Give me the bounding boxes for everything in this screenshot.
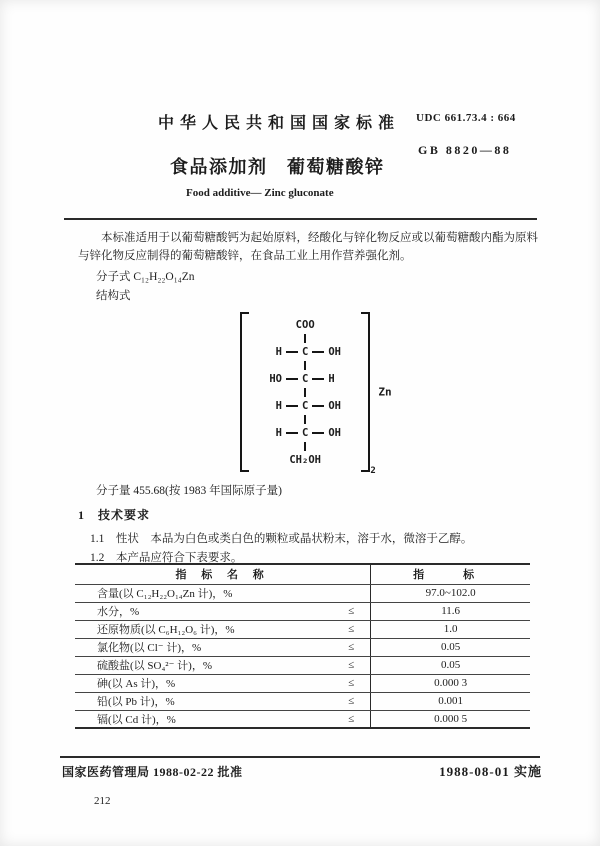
document-title-english: Food additive— Zinc gluconate	[186, 187, 334, 199]
chem-atom: H	[275, 399, 282, 412]
right-bracket	[361, 312, 376, 476]
molecular-weight: 分子量 455.68(按 1983 年国际原子量)	[96, 485, 282, 497]
udc-code: UDC 661.73.4 : 664	[416, 112, 516, 124]
document-title-chinese: 食品添加剂 葡萄糖酸锌	[170, 157, 385, 177]
indicator-value: 11.6	[371, 602, 530, 620]
table-row	[75, 656, 530, 674]
chem-atom: H	[275, 345, 282, 358]
approval-statement: 国家医药管理局 1988-02-22 批准	[62, 765, 243, 779]
chem-row	[258, 426, 352, 439]
bond-icon	[286, 378, 298, 380]
scope-paragraph: 本标准适用于以葡萄糖酸钙为起始原料，经酸化与锌化物反应或以葡萄糖酸内酯为原料与锌化物反应制得的葡萄糖酸锌，在食品工业上用作营养强化剂。	[78, 232, 538, 262]
bond-icon	[304, 388, 306, 397]
indicator-value: 1.0	[371, 620, 530, 638]
indicator-value: 0.001	[371, 692, 530, 710]
bond-icon	[286, 405, 298, 407]
chem-atom: OH	[328, 399, 341, 412]
chem-atom: C	[302, 426, 309, 439]
indicator-value: 97.0~102.0	[371, 584, 530, 602]
bond-icon	[286, 432, 298, 434]
footer-divider	[60, 756, 540, 758]
indicator-name: 镉(以 Cd 计)，%	[97, 713, 176, 726]
chem-row	[258, 345, 352, 358]
chem-group-ch2oh: CH₂OH	[289, 453, 321, 466]
indicator-name: 氯化物(以 Cl⁻ 计)，%	[97, 642, 202, 654]
chem-row	[258, 399, 352, 412]
chem-atom: HO	[269, 372, 282, 385]
standard-number: GB 8820—88	[418, 143, 512, 157]
indicator-name: 砷(以 As 计)，%	[97, 678, 176, 690]
bond-icon	[304, 442, 306, 451]
chem-atom: OH	[328, 345, 341, 358]
chem-atom: C	[302, 372, 309, 385]
table-row	[75, 584, 530, 602]
zinc-symbol: Zn	[378, 385, 392, 399]
bond-icon	[304, 334, 306, 343]
bond-icon	[286, 351, 298, 353]
indicator-value: 0.000 3	[371, 674, 530, 692]
implementation-date: 1988-08-01 实施	[439, 764, 542, 779]
limit-symbol: ≤	[348, 712, 355, 725]
table-row	[75, 638, 530, 656]
bond-icon	[312, 351, 324, 353]
limit-symbol: ≤	[348, 623, 355, 635]
table-row	[75, 710, 530, 728]
left-bracket	[240, 312, 249, 472]
indicator-name: 铅(以 Pb 计)，%	[97, 696, 175, 708]
bond-icon	[312, 432, 324, 434]
indicator-name: 含量(以 C₁₂H₂₂O₁₄Zn 计)，%	[97, 588, 233, 600]
table-header-row	[75, 564, 530, 584]
bracket-subscript: 2	[370, 466, 376, 476]
indicator-name: 还原物质(以 C₆H₁₂O₆ 计)，%	[97, 624, 235, 636]
bond-icon	[304, 361, 306, 370]
bond-icon	[312, 378, 324, 380]
chem-row	[258, 372, 352, 385]
table-row	[75, 692, 530, 710]
standard-org-title: 中华人民共和国国家标准	[158, 115, 401, 132]
structural-formula-diagram	[240, 312, 392, 476]
structure-label: 结构式	[96, 290, 131, 302]
limit-symbol: ≤	[348, 641, 355, 653]
header-divider	[64, 218, 537, 220]
chem-atom: H	[275, 426, 282, 439]
spec-table	[75, 563, 530, 729]
section-1-1: 1.1 性状 本品为白色或类白色的颗粒或晶状粉末，溶于水，微溶于乙醇。	[90, 533, 473, 545]
chem-group-coo: COO	[295, 318, 315, 331]
table-row	[75, 602, 530, 620]
chem-atom: H	[328, 372, 335, 385]
indicator-value: 0.05	[371, 656, 530, 674]
chem-atom: C	[302, 399, 309, 412]
column-header-indicator-name: 指 标 名 称	[75, 564, 371, 584]
chem-atom: C	[302, 345, 309, 358]
table-row	[75, 674, 530, 692]
column-header-indicator: 指 标	[371, 564, 530, 584]
section-1-title: 1 技术要求	[78, 508, 151, 522]
table-row	[75, 620, 530, 638]
section-1-2: 1.2 本产品应符合下表要求。	[90, 552, 243, 564]
chem-atom: OH	[328, 426, 341, 439]
limit-symbol: ≤	[348, 605, 355, 617]
limit-symbol: ≤	[348, 659, 355, 671]
limit-symbol: ≤	[348, 677, 355, 689]
indicator-value: 0.000 5	[434, 712, 468, 725]
limit-symbol: ≤	[348, 695, 355, 707]
molecular-formula: 分子式 C₁₂H₂₂O₁₄Zn	[96, 271, 195, 283]
indicator-value: 0.05	[371, 638, 530, 656]
chem-chain	[252, 312, 358, 472]
indicator-name: 硫酸盐(以 SO₄²⁻ 计)，%	[97, 660, 212, 672]
bond-icon	[304, 415, 306, 424]
bond-icon	[312, 405, 324, 407]
page-number: 212	[94, 795, 111, 807]
indicator-name: 水分，%	[97, 606, 140, 618]
